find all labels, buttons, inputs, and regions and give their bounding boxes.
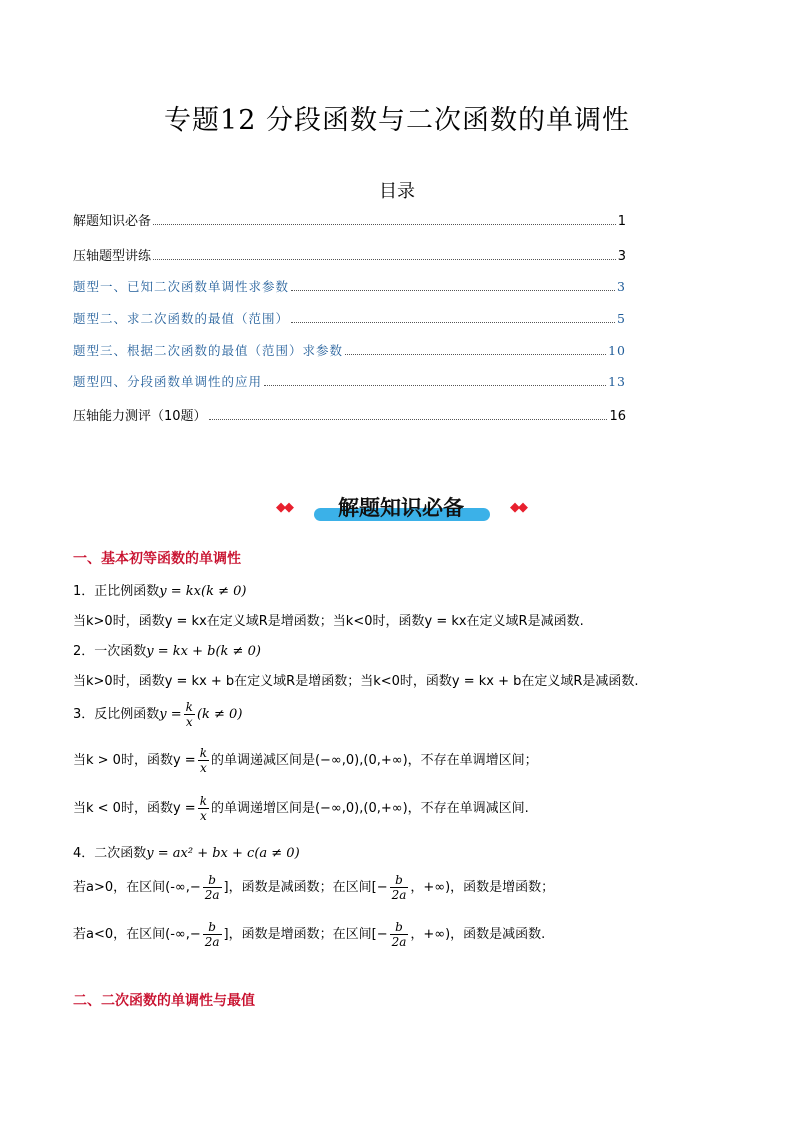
section-banner <box>276 492 526 526</box>
fraction: $\frac{k}{x}$ <box>199 746 207 775</box>
item-3-positive-case: 当k > 0时，函数y = $\frac{k}{x}$ 的单调递减区间是(−∞,0),(0,+∞)，不存在单调增区间； <box>73 746 538 775</box>
page-title: 专题12 分段函数与二次函数的单调性 <box>164 105 630 136</box>
toc-page-number: 16 <box>609 409 626 424</box>
item-2-title: 2．一次函数y = kx + b(k ≠ 0) <box>73 644 261 659</box>
toc-leader-dots <box>153 223 616 225</box>
item-3-negative-case: 当k < 0时，函数y = $\frac{k}{x}$ 的单调递增区间是(−∞,0),(0,+∞)，不存在单调减区间. <box>73 794 529 823</box>
toc-page-number: 13 <box>608 374 626 389</box>
formula: y = kx + b(k ≠ 0) <box>146 644 261 659</box>
toc-entry-label: 题型三、根据二次函数的最值（范围）求参数 <box>73 343 344 358</box>
fraction: $\frac{b}{2a}$ <box>391 873 407 902</box>
toc-page-number: 5 <box>617 311 626 326</box>
toc-entry-label: 解题知识必备 <box>73 214 152 229</box>
fraction: $\frac{b}{2a}$ <box>391 920 407 949</box>
formula: y = ax² + bx + c(a ≠ 0) <box>146 846 300 861</box>
toc-entry-label: 压轴题型讲练 <box>73 249 152 264</box>
toc-heading: 目录 <box>379 181 415 202</box>
toc-entry-assessment[interactable] <box>73 405 626 424</box>
toc-leader-dots <box>264 384 606 386</box>
toc-entry-label: 题型二、求二次函数的最值（范围） <box>73 311 290 326</box>
item-4-negative-case: 若a<0，在区间(-∞,− $\frac{b}{2a}$ ]，函数是增函数；在区间[− $\frac{b}{2a}$ ，+∞)，函数是减函数. <box>73 920 546 949</box>
fraction: $\frac{b}{2a}$ <box>204 920 220 949</box>
toc-entry-type3[interactable] <box>73 341 626 359</box>
toc-entry-type1[interactable] <box>73 277 626 295</box>
toc-page-number: 1 <box>617 214 626 229</box>
fraction: $\frac{k}{x}$ <box>185 700 193 729</box>
section-heading-1: 一、基本初等函数的单调性 <box>73 551 241 567</box>
toc-entry-type4[interactable] <box>73 372 626 390</box>
toc-entry-type2[interactable] <box>73 309 626 327</box>
banner-title: 解题知识必备 <box>338 496 464 520</box>
toc-entry-practice[interactable] <box>73 245 626 264</box>
diamond-icon-left: ◆◆ <box>276 500 292 515</box>
toc-leader-dots <box>345 353 606 355</box>
toc-leader-dots <box>153 258 616 260</box>
item-1-title: 1．正比例函数y = kx(k ≠ 0) <box>73 584 247 599</box>
item-3-title: 3．反比例函数y = $\frac{k}{x}$ (k ≠ 0) <box>73 700 243 729</box>
toc-leader-dots <box>291 321 615 323</box>
toc-entry-label: 压轴能力测评（10题） <box>73 409 207 424</box>
item-1-description: 当k>0时，函数y = kx在定义域R是增函数；当k<0时，函数y = kx在定义域R是减函数. <box>73 614 584 629</box>
toc-page-number: 10 <box>608 343 626 358</box>
toc-leader-dots <box>209 418 608 420</box>
item-2-description: 当k>0时，函数y = kx + b在定义域R是增函数；当k<0时，函数y = kx + b在定义域R是减函数. <box>73 674 639 689</box>
toc-page-number: 3 <box>617 249 626 264</box>
formula: y = kx(k ≠ 0) <box>159 584 247 599</box>
diamond-icon-right: ◆◆ <box>510 500 526 515</box>
item-4-positive-case: 若a>0，在区间(-∞,− $\frac{b}{2a}$ ]，函数是减函数；在区间[− $\frac{b}{2a}$ ，+∞)，函数是增函数； <box>73 873 555 902</box>
toc-entry-label: 题型四、分段函数单调性的应用 <box>73 374 263 389</box>
fraction: $\frac{b}{2a}$ <box>204 873 220 902</box>
toc-entry-knowledge[interactable] <box>73 210 626 229</box>
toc-entry-label: 题型一、已知二次函数单调性求参数 <box>73 279 290 294</box>
section-heading-2: 二、二次函数的单调性与最值 <box>73 993 255 1009</box>
fraction: $\frac{k}{x}$ <box>199 794 207 823</box>
item-4-title: 4．二次函数y = ax² + bx + c(a ≠ 0) <box>73 846 300 861</box>
toc-leader-dots <box>291 289 615 291</box>
toc-page-number: 3 <box>617 279 626 294</box>
